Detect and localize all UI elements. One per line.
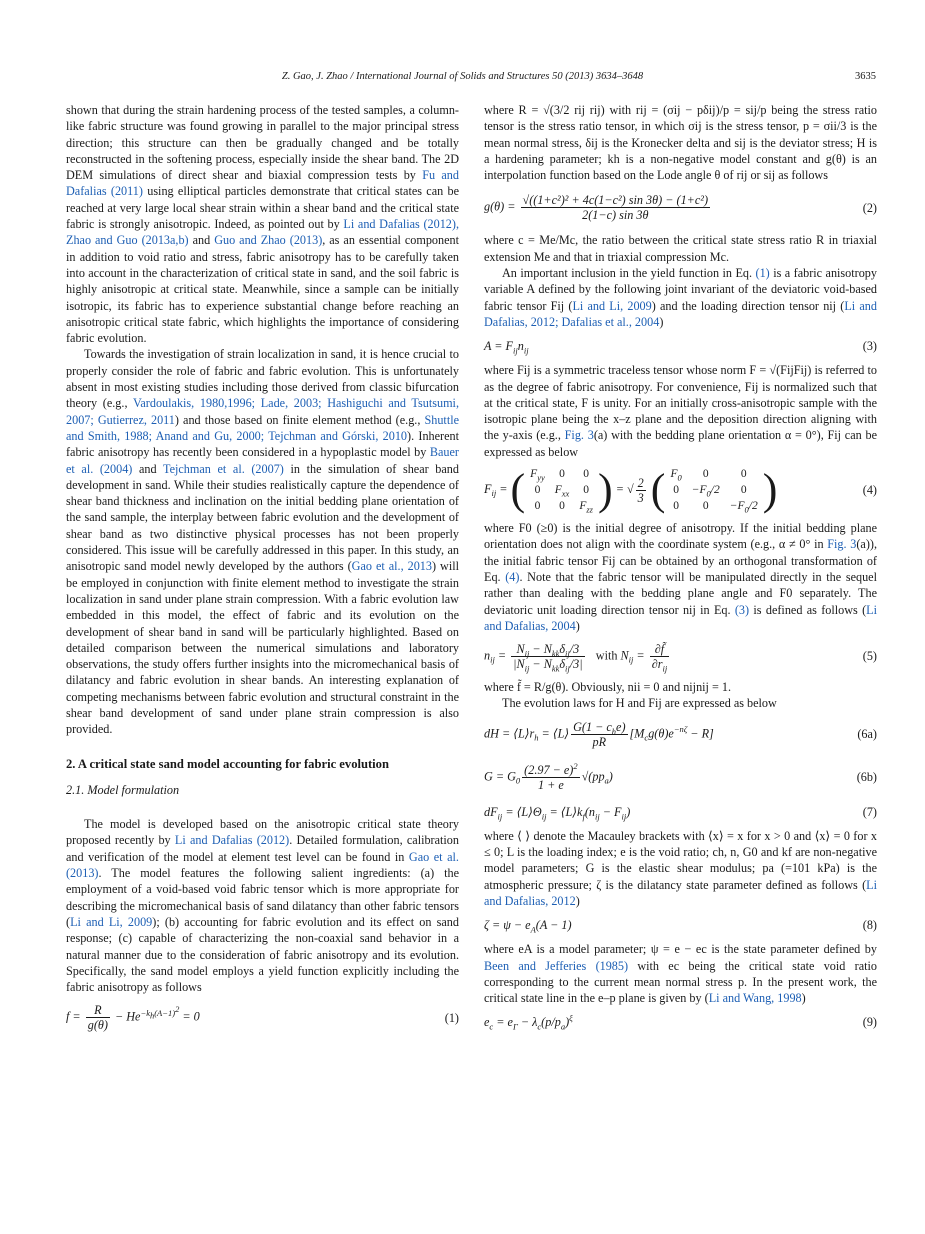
equation-1 bbox=[66, 1003, 459, 1032]
citation-link[interactable]: (1) bbox=[755, 266, 770, 281]
section-title: 2. A critical state sand model accounting for fabric evolution bbox=[66, 756, 389, 771]
paragraph: where F0 (≥0) is the initial degree of anisotropy. If the initial bedding plane orientation does not align with the coordinate system (e.g., α ≠ 0° in Fig. 3(a)), the initial fabric tensor Fij can be obtained by an orthogonal transformation of Eq. (4). Note that the fabric tensor will be manipulated directly in the sequel rather than dealing with the bedding plane angle and F0 separately. The deviatoric unit loading direction tensor nij in Eq. (3) is defined as follows (Li and Dafalias, 2004) bbox=[484, 521, 878, 633]
equation-2 bbox=[484, 193, 877, 222]
paragraph: where ⟨ ⟩ denote the Macauley brackets with ⟨x⟩ = x for x > 0 and ⟨x⟩ = 0 for x ≤ 0; L is the loading index; e is the void ratio; ch, n, G0 and kf are non-negative model parameters; G is the elastic shear modulus; pa (=101 kPa) is the atmospheric pressure; ζ is the dilatancy state parameter defined as follows (Li and Dafalias, 2012) bbox=[484, 828, 877, 908]
citation-link[interactable]: Li and Dafalias, 2004 bbox=[484, 602, 878, 633]
equation-number: (6a) bbox=[857, 727, 877, 742]
equation-number: (8) bbox=[862, 918, 877, 933]
equation-body: $F_{ij}$ = ( $F_{yy}$ 0 0 0 $F_{xx}$ 0 0 0 $F_{zz}$ ) = √ $\frac{2}{3}$ ( $F_0$ 0 0 0 $-F_0/2$ 0 0 0 $-F_0/2$ ) bbox=[484, 465, 778, 515]
citation-link[interactable]: Fu and Dafalias (2011) bbox=[66, 168, 459, 199]
paragraph: Towards the investigation of strain localization in sand, it is hence crucial to properly consider the role of fabric and fabric evolution. This is unfortunately absent in most existing studies including those derived from classic bifurcation theory (e.g., Vardoulakis, 1980,1996; Lade, 2003; Hashiguchi and Tsutsumi, 2007; Gutierrez, 2011) and those based on finite element method (e.g., Shuttle and Smith, 1988; Anand and Gu, 2000; Tejchman and Górski, 2010). Inherent fabric anisotropy has recently been considered in a hypoplastic model by Bauer et al. (2004) and Tejchman et al. (2007) in the simulation of shear band development in sand. While their studies realistically capture the dependence of shear band thickness and inclination on the initial bedding plane orientation of the sand sample, the interplay between fabric evolution and the development of shear band as two distinctive physical processes has not been properly considered. This issue will be carefully addressed in this paper. In this study, an anisotropic sand model newly developed by the authors (Gao et al., 2013) will be employed in conjunction with finite element method to investigate the strain localization in sand under plane strain compression. With a fabric evolution law embedded in this model, the effect of fabric and its evolution on the development of shear band in sand will be particularly highlighted. Based on detailed comparison between the numerical simulations and laboratory observations, the study offers further insights into the micromechanical basis of dilatancy and fabric evolution in shear bands. An interesting explanation of competing mechanisms between fabric evolution and structural constraint in the shear band development of sand under plane strain compression is also provided. bbox=[66, 347, 460, 737]
equation-number: (4) bbox=[862, 482, 877, 497]
equation-body: f = $\frac{R}{g(\theta)}$ − $He^{-k_h(A-1)^2} = 0$ bbox=[66, 1003, 200, 1033]
equation-body: $e_c = e_\Gamma - \lambda_c(p/p_a)^\xi$ bbox=[484, 1013, 573, 1032]
equation-7 bbox=[484, 802, 877, 822]
equation-3 bbox=[484, 336, 877, 356]
paragraph: shown that during the strain hardening process of the tested samples, a column-like fabric structure was found growing in parallel to the major principal stress direction; this structure can then be gradually changed and be totally reconstructed in the softening process, especially inside the shear band. The 2D DEM simulations of direct shear and biaxial compression tests by Fu and Dafalias (2011) using elliptical particles demonstrate that critical states can be reached at very large local shear strain within a shear band and the critical state fabric is strongly anisotropic. Indeed, as pointed out by Li and Dafalias (2012), Zhao and Guo (2013a,b) and Guo and Zhao (2013), as an essential component in addition to void ratio and stress, fabric anisotropy has to be carefully taken into account in the characterization of critical state in sand, and the soil fabric is highly anisotropic at critical state. Meanwhile, since a sample can be initially isotropic, its fabric has to experience substantial change before reaching an anisotropic critical state fabric, which highlights the importance of considering fabric evolution. bbox=[66, 103, 459, 346]
equation-body: dH = $⟨L⟩r_h$ = ⟨L⟩ $\frac{G(1 - c_he)}{pR}$ $[M_cg(\theta)e^{-n\zeta} - R]$ bbox=[484, 719, 714, 749]
equation-body: g(θ) = $\frac{\text{√((1+c²)² + 4c(1−c²) sin 3θ) − (1+c²)}}{2(1-c) \sin 3\theta}$ bbox=[484, 193, 709, 223]
citation-link[interactable]: Guo and Zhao (2013) bbox=[214, 233, 323, 248]
citation-link[interactable]: Li and Dafalias, 2012; Dafalias et al., 2004 bbox=[484, 298, 877, 329]
citation-link[interactable]: Li and Dafalias (2012), Zhao and Guo (2013a,b) bbox=[66, 217, 459, 248]
equation-number: (6b) bbox=[856, 770, 877, 785]
equation-4 bbox=[484, 466, 877, 514]
equation-number: (7) bbox=[862, 804, 877, 819]
equation-body: $A = F_{ij}n_{ij}$ bbox=[484, 339, 529, 356]
citation-link[interactable]: Gao et al. (2013) bbox=[66, 849, 459, 881]
citation-link[interactable]: Li and Li, 2009 bbox=[572, 298, 652, 313]
equation-number: (1) bbox=[444, 1010, 459, 1025]
citation-link[interactable]: Li and Dafalias, 2012 bbox=[484, 877, 877, 908]
paragraph: where R = √(3/2 rij rij) with rij = (σij − pδij)/p = sij/p being the stress ratio tensor is the stress ratio tensor, in which σij is the stress tensor, p = σii/3 is the mean normal stress, δij is the Kronecker delta and sij is the deviator stress; H is a hardening parameter; kh is a non-negative model constant and g(θ) is an interpolation function based on the Lode angle θ of rij or sij as follows bbox=[484, 103, 878, 183]
page-number: 3635 bbox=[855, 71, 876, 82]
equation-number: (2) bbox=[862, 200, 877, 215]
equation-number: (9) bbox=[862, 1015, 877, 1030]
paragraph: where f̃ = R/g(θ). Obviously, nii = 0 and nijnij = 1. bbox=[484, 680, 732, 695]
equation-5 bbox=[484, 642, 877, 674]
paragraph: where Fij is a symmetric traceless tensor whose norm F = √(FijFij) is referred to as the degree of fabric anisotropy. For convenience, Fij is normalized such that at the critical state, F is unity. For an initially cross-anisotropic sample with the isotropic plane being the x–z plane and the deposition direction aligning with the y-axis (e.g., Fig. 3(a) with the bedding plane orientation α = 0°), Fij can be expressed as below bbox=[484, 363, 877, 459]
equation-body: $G = G_0$ $\frac{(2.97 - e)^2}{1 + e}$ $√(pp_a)$ bbox=[484, 760, 613, 792]
equation-6a bbox=[484, 720, 877, 749]
equation-9 bbox=[484, 1012, 877, 1032]
equation-number: (5) bbox=[862, 649, 877, 664]
paragraph: The evolution laws for H and Fij are expressed as below bbox=[502, 696, 777, 711]
figure-link[interactable]: Fig. 3 bbox=[564, 428, 594, 443]
equation-body: $\zeta = \psi - e_A(A - 1)$ bbox=[484, 918, 572, 935]
left-column bbox=[66, 102, 459, 1038]
figure-link[interactable]: Fig. 3 bbox=[827, 537, 857, 552]
paragraph: The model is developed based on the anisotropic critical state theory proposed recently by Li and Dafalias (2012). Detailed formulation, calibration and verification of the model at element test level can be found in Gao et al. (2013). The model features the following salient ingredients: (a) the employment of a void-based void fabric tensor which is more appropriate for describing the micromechanical basis of sand dilatancy than other fabric tensors (Li and Li, 2009); (b) accounting for fabric evolution and its effect on sand response; (c) capable of characterizing the non-coaxial sand behavior in a natural manner due to the consideration of fabric anisotropy and its evolution. Specifically, the sand model employs a yield function explicitly including the fabric anisotropy as follows bbox=[66, 817, 459, 995]
citation-link[interactable]: Been and Jefferies (1985) bbox=[484, 958, 629, 973]
paragraph: where eA is a model parameter; ψ = e − ec is the state parameter defined by Been and Jefferies (1985) with ec being the critical state void ratio corresponding to the current mean normal stress p. In the present work, the critical state line in the e–p plane is given by (Li and Wang, 1998) bbox=[484, 942, 877, 1006]
citation-link[interactable]: Vardoulakis, 1980,1996; Lade, 2003; Hashiguchi and Tsutsumi, 2007; Gutierrez, 2011 bbox=[66, 396, 459, 427]
paragraph: where c = Me/Mc, the ratio between the critical state stress ratio R in triaxial extension Me and that in triaxial compression Mc. bbox=[484, 233, 877, 264]
running-title: Z. Gao, J. Zhao / International Journal of Solids and Structures 50 (2013) 3634–3648 bbox=[281, 71, 644, 82]
equation-body: $n_{ij}$ = $\frac{N_{ij} - N_{kk}\delta_{ij}/3}{|N_{ij} - N_{kk}\delta_{ij}/3|}$ with $N_{ij}$ = $\frac{\partial f̃}{\partial r_{ij}}$ bbox=[484, 642, 668, 674]
equation-link[interactable]: (4) bbox=[505, 569, 520, 584]
equation-body: $dF_{ij}$ = $⟨L⟩\Theta_{ij}$ = $⟨L⟩k_f(n_{ij} - F_{ij})$ bbox=[484, 804, 631, 821]
citation-link[interactable]: Shuttle and Smith, 1988; Anand and Gu, 2000; Tejchman and Górski, 2010 bbox=[66, 412, 460, 443]
running-header bbox=[0, 71, 925, 87]
equation-number: (3) bbox=[862, 339, 877, 354]
equation-6b bbox=[484, 760, 877, 792]
paragraph: An important inclusion in the yield function in Eq. (1) is a fabric anisotropy variable A defined by the following joint invariant of the deviatoric void-based fabric tensor Fij (Li and Li, 2009) and the loading direction tensor nij (Li and Dafalias, 2012; Dafalias et al., 2004) bbox=[484, 266, 877, 329]
citation-link[interactable]: Gao et al., 2013 bbox=[351, 559, 432, 574]
citation-link[interactable]: Li and Wang, 1998 bbox=[708, 991, 802, 1006]
citation-link[interactable]: Bauer et al. (2004) bbox=[66, 445, 459, 476]
right-column bbox=[484, 102, 877, 1038]
citation-link[interactable]: Tejchman et al. (2007) bbox=[163, 461, 284, 476]
equation-link[interactable]: (3) bbox=[734, 602, 750, 617]
equation-8 bbox=[484, 915, 877, 935]
subsection-title: 2.1. Model formulation bbox=[66, 782, 180, 797]
citation-link[interactable]: Li and Dafalias (2012) bbox=[174, 833, 290, 848]
citation-link[interactable]: Li and Li, 2009 bbox=[70, 914, 153, 929]
